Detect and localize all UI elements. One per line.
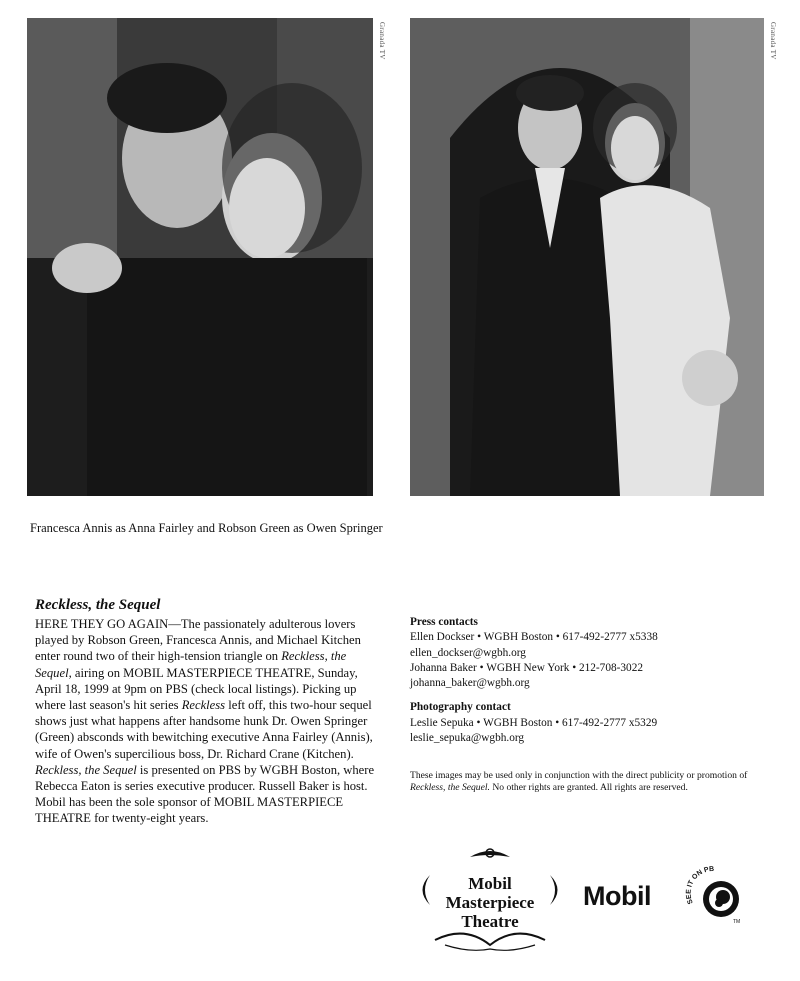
- photo-right: [410, 18, 764, 496]
- press-contact-2: Johanna Baker • WGBH New York • 212-708-3022: [410, 661, 643, 674]
- press-email-2: johanna_baker@wgbh.org: [410, 677, 530, 690]
- rights-notice: [410, 770, 755, 794]
- photo-credit-right: Granada TV: [769, 22, 777, 60]
- pbs-logo: [683, 863, 745, 925]
- photo-right-image: [410, 18, 764, 496]
- notice-text: No other rights are granted. All rights are reserved.: [489, 782, 688, 793]
- masterpiece-theatre-logo: [410, 845, 570, 955]
- mp-line-3: Theatre: [461, 912, 519, 931]
- photo-left-image: [27, 18, 373, 496]
- press-email-1: ellen_dockser@wgbh.org: [410, 646, 526, 659]
- photo-email-1: leslie_sepuka@wgbh.org: [410, 732, 525, 745]
- article-text: left off, this two-hour sequel shows just what happens after handsome hunk Dr. Owen Springer (Green) absconds with bewitching executive Anna Fairley (Annis), wife of Owen's supercilious boss, Dr. Richard Crane (Kitchen).: [35, 698, 373, 761]
- pbs-tm: TM: [733, 919, 741, 925]
- photo-left: [27, 18, 373, 496]
- article-text: airing on MOBIL MASTERPIECE THEATRE, Sunday, April 18, 1999 at 9pm on PBS (check local listings). Picking up where last season's hit series: [35, 665, 358, 713]
- photo-credit-left: Granada TV: [378, 22, 386, 60]
- pbs-text: SEE IT ON PB: [685, 865, 715, 905]
- mobil-logo: Mobil: [583, 881, 651, 911]
- article-italic: Reckless, the Sequel,: [35, 649, 347, 680]
- press-contact-1: Ellen Dockser • WGBH Boston • 617-492-2777 x5338: [410, 631, 658, 644]
- article-text: HERE THEY GO AGAIN—The passionately adulterous lovers played by Robson Green, Francesca Annis, and Michael Kitchen enter round two of their high-tension triangle on: [35, 617, 361, 664]
- mp-line-1: Mobil: [468, 874, 512, 893]
- article-italic: Reckless, the Sequel: [35, 762, 137, 777]
- notice-italic: Reckless, the Sequel.: [410, 782, 490, 793]
- notice-text: These images may be used only in conjunction with the direct publicity or promotion of: [410, 770, 748, 781]
- photo-contact-heading: Photography contact: [410, 701, 511, 714]
- article-body: [35, 616, 385, 827]
- mp-line-2: Masterpiece: [445, 893, 535, 912]
- photo-caption: Francesca Annis as Anna Fairley and Robson Green as Owen Springer: [30, 521, 383, 535]
- article-italic: Reckless: [181, 698, 226, 713]
- pbs-head-icon: [683, 863, 745, 925]
- photo-contact-1: Leslie Sepuka • WGBH Boston • 617-492-2777 x5329: [410, 716, 658, 729]
- press-heading: Press contacts: [410, 616, 478, 628]
- article-title: Reckless, the Sequel: [35, 597, 161, 613]
- contacts: [410, 615, 770, 746]
- article-text: is presented on PBS by WGBH Boston, where Rebecca Eaton is series executive producer. Russell Baker is host. Mobil has been the sole sponsor of MOBIL MASTERPIECE THEATRE for twenty-eight years.: [35, 762, 375, 826]
